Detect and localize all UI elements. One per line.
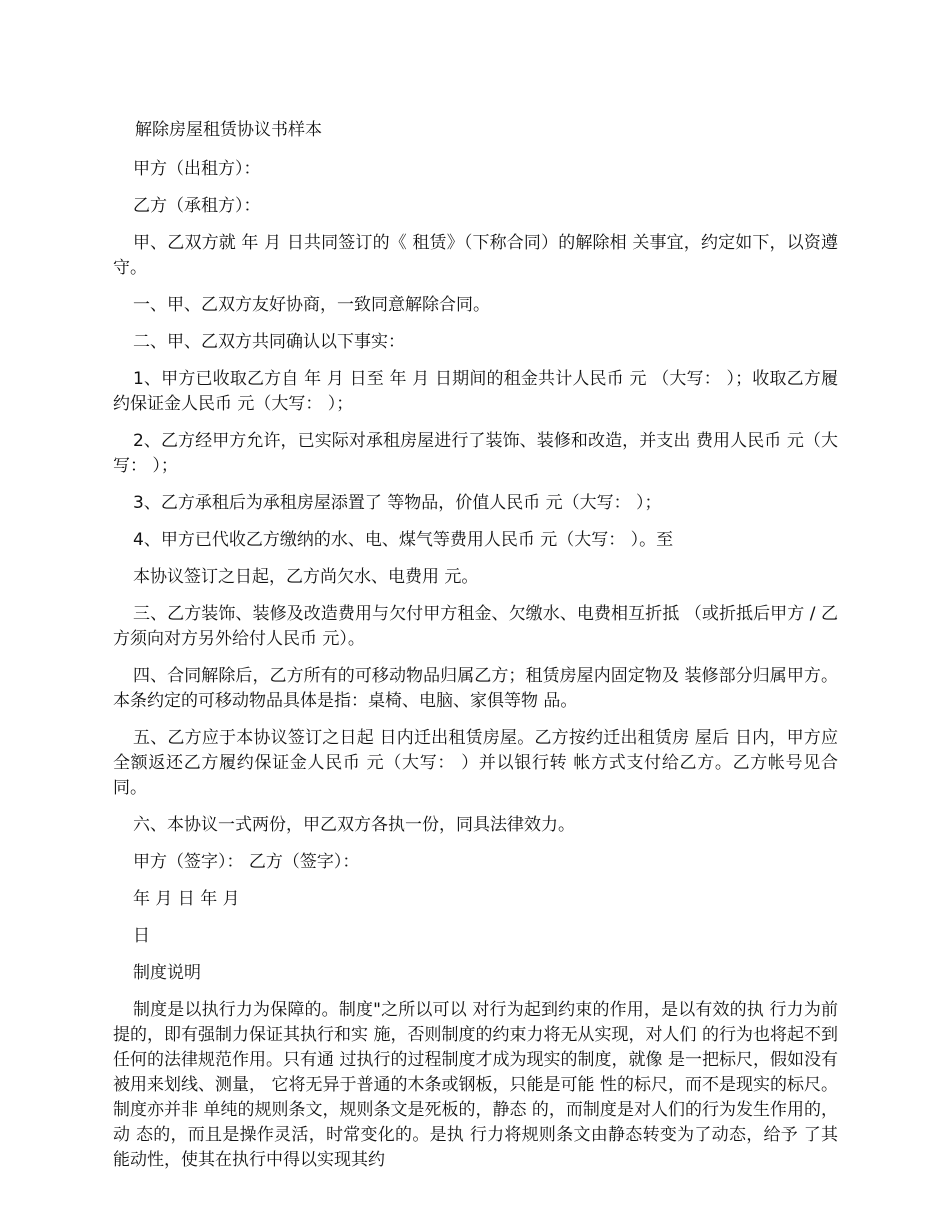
clause-3: 三、乙方装饰、装修及改造费用与欠付甲方租金、欠缴水、电费相互折抵 （或折抵后甲方 / 乙方须向对方另外给付人民币 元）。 (113, 604, 838, 649)
clause-6: 六、本协议一式两份，甲乙双方各执一份，同具法律效力。 (133, 815, 575, 835)
clause-2: 二、甲、乙双方共同确认以下事实： (133, 332, 405, 352)
document-title: 解除房屋租赁协议书样本 (135, 120, 322, 140)
date-line-day: 日 (133, 926, 150, 946)
party-a-line: 甲方（出租方）： (133, 159, 261, 179)
fact-1: 1、甲方已收取乙方自 年 月 日至 年 月 日期间的租金共计人民币 元 （大写： ）；收取乙方履约保证金人民币 元（大写： ）； (113, 369, 838, 414)
section-heading: 制度说明 (133, 963, 201, 983)
signature-line: 甲方（签字）： 乙方（签字）： (133, 852, 360, 872)
clause-5: 五、乙方应于本协议签订之日起 日内迁出租赁房屋。乙方按约迁出租赁房 屋后 日内，甲方应全额返还乙方履约保证金人民币 元（大写： ）并以银行转 帐方式支付给乙方。乙方帐号见合同。 (113, 728, 838, 798)
party-b-line: 乙方（承租方）： (133, 196, 261, 216)
fact-2: 2、乙方经甲方允许，已实际对承租房屋进行了装饰、装修和改造，并支出 费用人民币 元（大写： ）； (113, 431, 838, 476)
date-line: 年 月 日 年 月 (133, 889, 240, 909)
fact-4: 4、甲方已代收乙方缴纳的水、电、煤气等费用人民币 元（大写： ）。至 (133, 530, 674, 550)
fact-4-continuation: 本协议签订之日起，乙方尚欠水、电费用 元。 (133, 567, 479, 587)
clause-1: 一、甲、乙双方友好协商，一致同意解除合同。 (133, 295, 490, 315)
intro-paragraph: 甲、乙双方就 年 月 日共同签订的《 租赁》（下称合同）的解除相 关事宜，约定如下，以资遵守。 (113, 233, 838, 278)
system-description-paragraph: 制度是以执行力为保障的。制度"之所以可以 对行为起到约束的作用，是以有效的执 行力为前提的，即有强制力保证其执行和实 施，否则制度的约束力将无从实现，对人们 的行为也将起不到任何的法律规范作用。只有通 过执行的过程制度才成为现实的制度，就像 是一把标尺，假如没有被用来划线、测量， 它将无异于普通的木条或钢板，只能是可能 性的标尺，而不是现实的标尺。制度亦并非 单纯的规则条文，规则条文是死板的，静态 的，而制度是对人们的行为发生作用的，动 态的，而且是操作灵活，时常变化的。是执 行力将规则条文由静态转变为了动态，给予 了其能动性，使其在执行中得以实现其约 (113, 1000, 838, 1170)
clause-4: 四、合同解除后，乙方所有的可移动物品归属乙方；租赁房屋内固定物及 装修部分归属甲方。本条约定的可移动物品具体是指：桌椅、电脑、家俱等物 品。 (113, 666, 838, 711)
fact-3: 3、乙方承租后为承租房屋添置了 等物品，价值人民币 元（大写： ）； (133, 493, 662, 513)
document-page (113, 118, 838, 1173)
